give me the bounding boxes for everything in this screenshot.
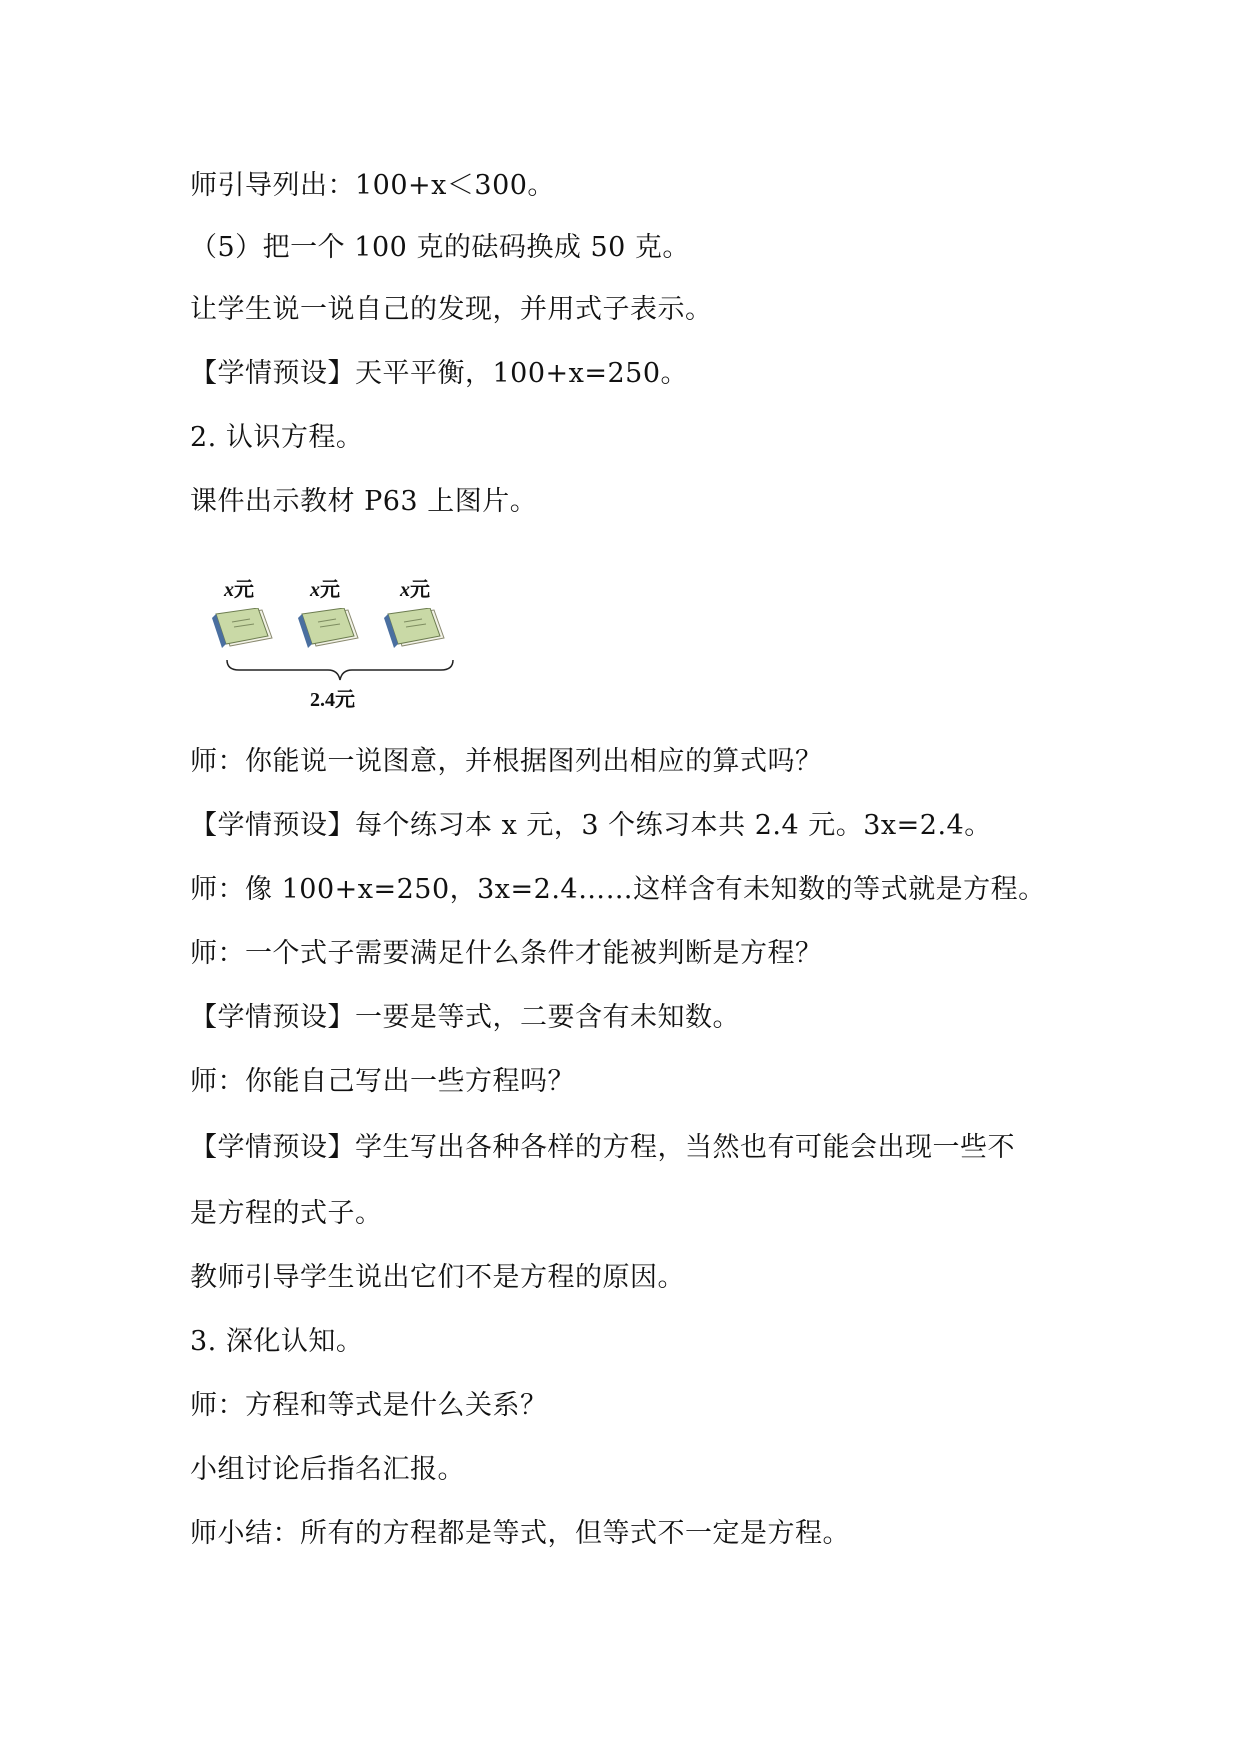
- text-line-6: 课件出示教材 P63 上图片。: [190, 486, 538, 517]
- text-line-4: 【学情预设】天平平衡，100+x=250。: [190, 358, 689, 389]
- text-line-15: 教师引导学生说出它们不是方程的原因。: [190, 1262, 685, 1293]
- text-line-17: 师：方程和等式是什么关系？: [190, 1390, 548, 1421]
- exercise-book-icon: [382, 608, 448, 650]
- exercise-book-icon: [296, 608, 362, 650]
- exercise-book-icon: [210, 608, 276, 650]
- text-line-18: 小组讨论后指名汇报。: [190, 1454, 465, 1485]
- text-line-2: （5）把一个 100 克的砝码换成 50 克。: [190, 232, 690, 263]
- section-heading-3: 3. 深化认知。: [190, 1326, 364, 1357]
- text-line-14: 是方程的式子。: [190, 1198, 383, 1229]
- text-line-12: 师：你能自己写出一些方程吗？: [190, 1066, 575, 1097]
- total-price-label: 2.4元: [310, 689, 355, 711]
- text-line-1: 师引导列出：100+x＜300。: [190, 170, 555, 201]
- text-line-11: 【学情预设】一要是等式，二要含有未知数。: [190, 1002, 740, 1033]
- text-line-13: 【学情预设】学生写出各种各样的方程，当然也有可能会出现一些不: [190, 1132, 1015, 1163]
- text-line-10: 师：一个式子需要满足什么条件才能被判断是方程？: [190, 938, 823, 969]
- book-price-label-2: x元: [310, 579, 340, 601]
- book-price-label-3: x元: [400, 579, 430, 601]
- text-line-3: 让学生说一说自己的发现，并用式子表示。: [190, 294, 713, 325]
- section-heading-2: 2. 认识方程。: [190, 422, 364, 453]
- text-line-8: 【学情预设】每个练习本 x 元，3 个练习本共 2.4 元。3x=2.4。: [190, 810, 992, 841]
- text-line-7: 师：你能说一说图意，并根据图列出相应的算式吗？: [190, 746, 823, 777]
- curly-brace-icon: [225, 658, 455, 686]
- book-price-label-1: x元: [224, 579, 254, 601]
- text-line-9: 师：像 100+x=250，3x=2.4……这样含有未知数的等式就是方程。: [190, 874, 1046, 905]
- textbook-figure: [210, 570, 460, 720]
- text-line-19: 师小结：所有的方程都是等式，但等式不一定是方程。: [190, 1518, 850, 1549]
